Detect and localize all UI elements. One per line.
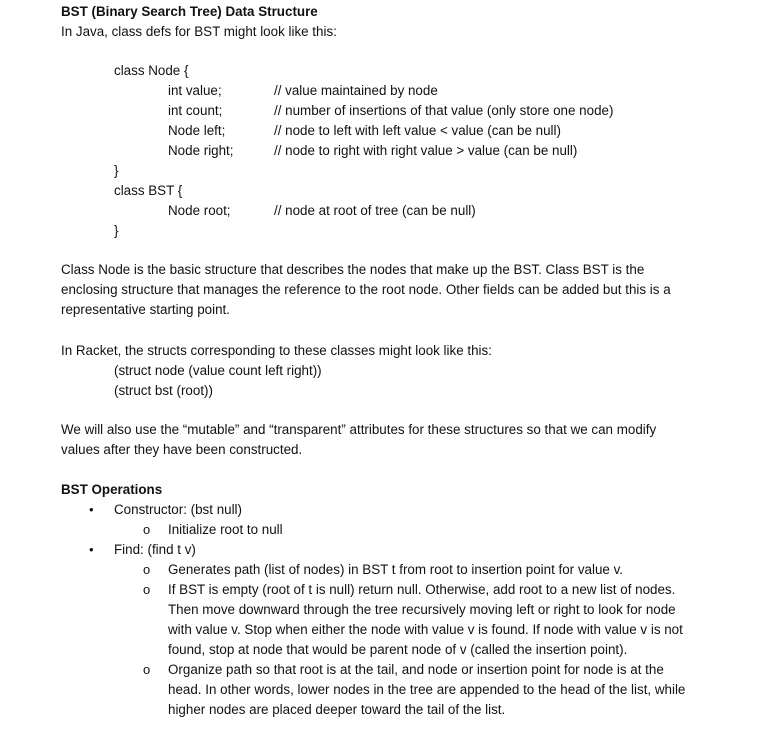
code-comment: // node to right with right value > value (can be null): [274, 143, 578, 158]
code-decl: Node root;: [168, 203, 231, 218]
racket-code-line: (struct bst (root)): [114, 383, 213, 398]
op-find-detail: found, stop at node that would be parent node of v (called the insertion point).: [168, 642, 628, 657]
op-constructor-detail: Initialize root to null: [168, 522, 283, 537]
op-find-detail: with value v. Stop when either the node with value v is found. If node with value v is not: [168, 622, 683, 637]
code-decl: Node right;: [168, 143, 234, 158]
racket-code-line: (struct node (value count left right)): [114, 363, 322, 378]
sub-bullet-icon: o: [143, 522, 151, 537]
code-node-close: }: [114, 163, 119, 178]
paragraph-line: enclosing structure that manages the reference to the root node. Other fields can be added but this is a: [61, 282, 671, 297]
code-decl: Node left;: [168, 123, 226, 138]
bullet-icon: •: [89, 502, 94, 517]
op-find-detail: Then move downward through the tree recursively moving left or right to look for node: [168, 602, 676, 617]
code-comment: // value maintained by node: [274, 83, 438, 98]
java-intro: In Java, class defs for BST might look like this:: [61, 24, 337, 39]
code-comment: // node at root of tree (can be null): [274, 203, 476, 218]
bullet-icon: •: [89, 542, 94, 557]
code-comment: // node to left with left value < value (can be null): [274, 123, 561, 138]
section-title-operations: BST Operations: [61, 482, 163, 497]
code-decl: int count;: [168, 103, 223, 118]
code-node-open: class Node {: [114, 63, 189, 78]
sub-bullet-icon: o: [143, 662, 151, 677]
op-find-detail: If BST is empty (root of t is null) return null. Otherwise, add root to a new list of nodes.: [168, 582, 676, 597]
op-find-detail: head. In other words, lower nodes in the tree are appended to the head of the list, while: [168, 682, 686, 697]
paragraph-line: We will also use the “mutable” and “transparent” attributes for these structures so that we can modify: [61, 422, 657, 437]
op-find: Find: (find t v): [114, 542, 196, 557]
racket-intro: In Racket, the structs corresponding to these classes might look like this:: [61, 343, 492, 358]
code-decl: int value;: [168, 83, 222, 98]
paragraph-line: values after they have been constructed.: [61, 442, 303, 457]
paragraph-line: Class Node is the basic structure that describes the nodes that make up the BST. Class BST is the: [61, 262, 645, 277]
sub-bullet-icon: o: [143, 582, 151, 597]
op-find-detail: higher nodes are placed deeper toward the tail of the list.: [168, 702, 506, 717]
op-find-detail: Generates path (list of nodes) in BST t from root to insertion point for value v.: [168, 562, 624, 577]
section-title-bst: BST (Binary Search Tree) Data Structure: [61, 4, 318, 19]
paragraph-line: representative starting point.: [61, 302, 230, 317]
op-find-detail: Organize path so that root is at the tail, and node or insertion point for node is at the: [168, 662, 664, 677]
code-bst-open: class BST {: [114, 183, 183, 198]
code-bst-close: }: [114, 223, 119, 238]
sub-bullet-icon: o: [143, 562, 151, 577]
code-comment: // number of insertions of that value (only store one node): [274, 103, 614, 118]
op-constructor: Constructor: (bst null): [114, 502, 242, 517]
